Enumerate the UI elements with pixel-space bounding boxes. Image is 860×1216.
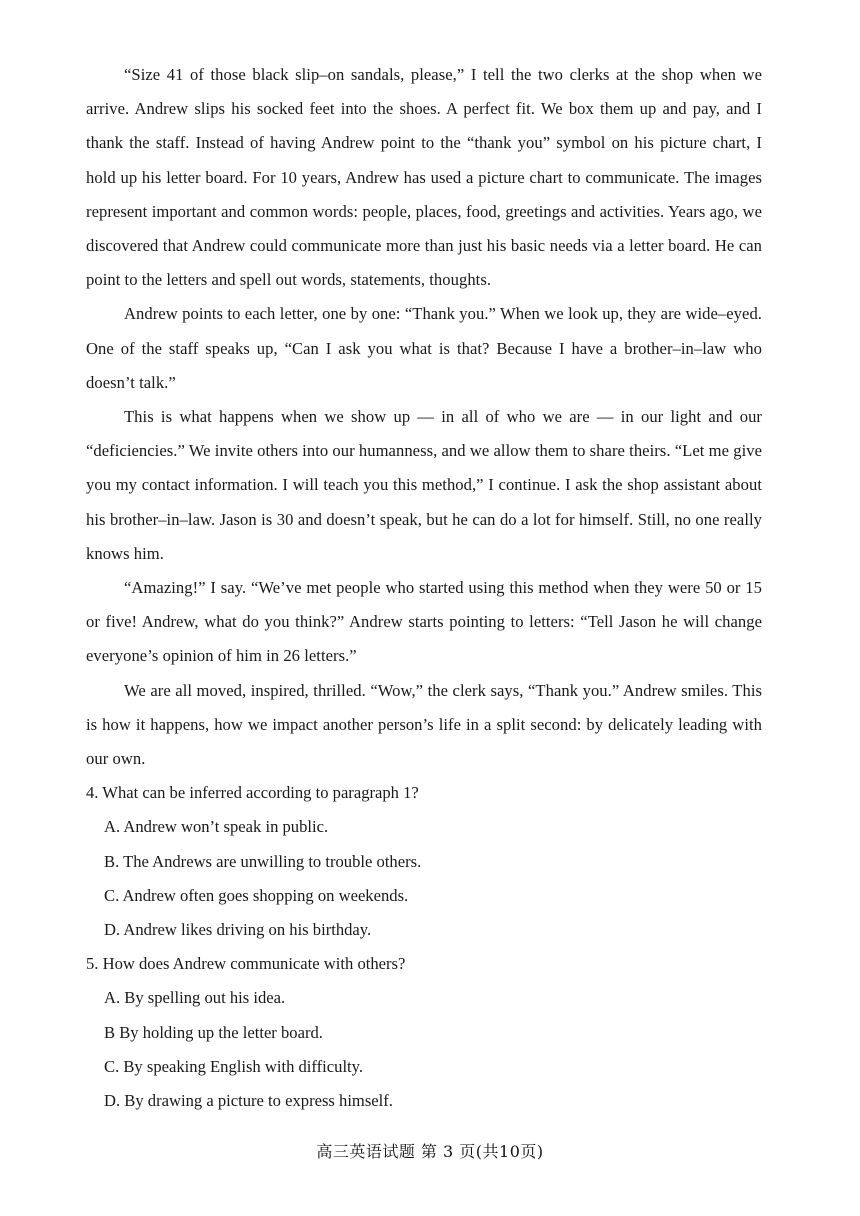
question-stem: 5. How does Andrew communicate with others?	[86, 954, 406, 974]
question-5	[86, 947, 762, 1118]
passage-paragraph-2: Andrew points to each letter, one by one: “Thank you.” When we look up, they are wide–eyed. One of the staff speaks up, “Can I ask you what is that? Because I have a brother–in–law who doesn’t talk.”	[86, 304, 762, 392]
passage-paragraph-4: “Amazing!” I say. “We’ve met people who started using this method when they were 50 or 15 or five! Andrew, what do you think?” Andrew starts pointing to letters: “Tell Jason he will change everyone’s opinion of him in 26 letters.”	[86, 578, 762, 666]
option-c: C. Andrew often goes shopping on weekends.	[104, 885, 409, 905]
option-c: C. By speaking English with difficulty.	[104, 1056, 364, 1076]
option-b: B. The Andrews are unwilling to trouble others.	[104, 851, 422, 871]
question-list	[86, 776, 762, 1118]
option-d: D. Andrew likes driving on his birthday.	[104, 920, 372, 940]
option-d: D. By drawing a picture to express himself.	[104, 1091, 393, 1111]
passage-paragraph-3: This is what happens when we show up — in all of who we are — in our light and our “deficiencies.” We invite others into our humanness, and we allow them to share theirs. “Let me give you my contact information. I will teach you this method,” I continue. I ask the shop assistant about his brother–in–law. Jason is 30 and doesn’t speak, but he can do a lot for himself. Still, no one really knows him.	[86, 407, 762, 563]
question-stem: 4. What can be inferred according to paragraph 1?	[86, 783, 419, 803]
passage-paragraph-1: “Size 41 of those black slip–on sandals, please,” I tell the two clerks at the shop when we arrive. Andrew slips his socked feet into the shoes. A perfect fit. We box them up and pay, and I thank the staff. Instead of having Andrew point to the “thank you” symbol on his picture chart, I hold up his letter board. For 10 years, Andrew has used a picture chart to communicate. The images represent important and common words: people, places, food, greetings and activities. Years ago, we discovered that Andrew could communicate more than just his basic needs via a letter board. He can point to the letters and spell out words, statements, thoughts.	[86, 65, 762, 290]
exam-page-content	[86, 58, 762, 1118]
page-footer: 高三英语试题 第 3 页(共10页)	[316, 1142, 544, 1161]
question-4	[86, 776, 762, 947]
passage-paragraph-5: We are all moved, inspired, thrilled. “Wow,” the clerk says, “Thank you.” Andrew smiles. This is how it happens, how we impact another person’s life in a split second: by delicately leading with our own.	[86, 680, 762, 769]
option-a: A. By spelling out his idea.	[104, 988, 286, 1008]
option-b: B By holding up the letter board.	[104, 1022, 323, 1042]
reading-passage	[86, 58, 762, 776]
option-a: A. Andrew won’t speak in public.	[104, 817, 329, 837]
